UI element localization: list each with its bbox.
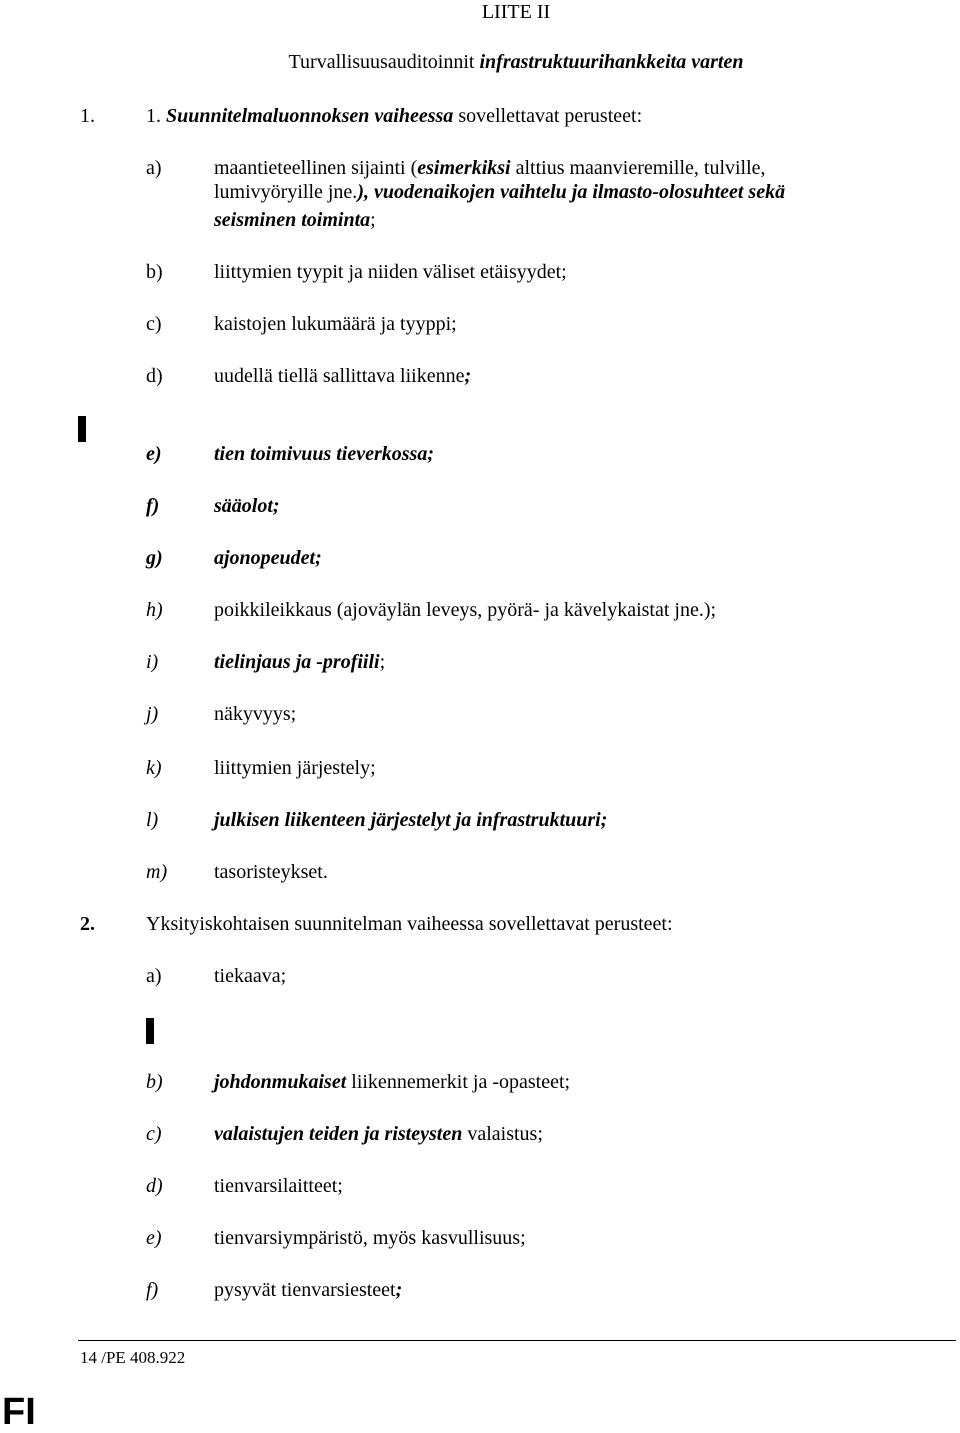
section2-heading: Yksityiskohtaisen suunnitelman vaiheessa sovellettavat perusteet: <box>146 913 673 935</box>
change-bar <box>146 1018 154 1044</box>
text-run-emphasis: ; <box>395 1279 403 1301</box>
item-text: tasoristeykset. <box>214 861 328 883</box>
item-text: liittymien järjestely; <box>214 757 376 779</box>
item-label: b) <box>146 1071 163 1093</box>
item-text: poikkileikkaus (ajoväylän leveys, pyörä- ja kävelykaistat jne.); <box>214 599 717 621</box>
item-label: e) <box>146 1227 162 1249</box>
item-label: l) <box>146 809 159 831</box>
item-label: d) <box>146 365 163 387</box>
title-plain: Turvallisuusauditoinnit <box>288 51 480 73</box>
item-text <box>214 208 376 232</box>
item-text: kaistojen lukumäärä ja tyyppi; <box>214 313 457 335</box>
item-label: e) <box>146 443 162 465</box>
item-label: h) <box>146 599 163 621</box>
item-label: i) <box>146 651 159 673</box>
item-text <box>214 364 471 388</box>
section1-number-inner: 1. <box>146 105 161 127</box>
title-italic: infrastruktuurihankkeita varten <box>479 51 744 73</box>
section1-heading-rest: sovellettavat perusteet: <box>453 105 643 127</box>
text-run-emphasis: valaistujen teiden ja risteysten <box>214 1123 463 1145</box>
item-text: tien toimivuus tieverkossa; <box>214 443 434 465</box>
annex-label: LIITE II <box>481 1 551 23</box>
item-text: tiekaava; <box>214 965 287 987</box>
text-run: alttius maanvieremille, tulville, <box>510 157 766 179</box>
item-label: f) <box>146 495 160 517</box>
section2-number: 2. <box>80 913 95 935</box>
text-run: liikennemerkit ja -opasteet; <box>346 1071 571 1093</box>
text-run-emphasis: johdonmukaiset <box>214 1071 347 1093</box>
item-text: ajonopeudet; <box>214 547 322 569</box>
text-run: lumivyöryille jne. <box>214 181 358 203</box>
text-run: valaistus; <box>462 1123 543 1145</box>
item-text: julkisen liikenteen järjestelyt ja infrastruktuuri; <box>214 809 608 831</box>
text-run-emphasis: tielinjaus ja -profiili <box>214 651 380 673</box>
item-text: näkyvyys; <box>214 703 297 725</box>
item-text <box>214 1122 543 1146</box>
text-run: pysyvät tienvarsiesteet <box>214 1279 396 1301</box>
item-text <box>214 156 766 180</box>
text-run-emphasis: seisminen toiminta <box>214 209 371 231</box>
footer-rule <box>78 1340 956 1341</box>
item-label: k) <box>146 757 162 779</box>
item-label: d) <box>146 1175 163 1197</box>
item-text: liittymien tyypit ja niiden väliset etäisyydet; <box>214 261 567 283</box>
item-text <box>214 180 785 204</box>
section1-number-outer: 1. <box>80 105 95 127</box>
text-run-emphasis: esimerkiksi <box>417 157 511 179</box>
item-label: g) <box>146 547 163 569</box>
text-run: maantieteellinen sijainti ( <box>214 157 418 179</box>
item-text: sääolot; <box>214 495 280 517</box>
item-label: j) <box>146 703 159 725</box>
item-label: b) <box>146 261 163 283</box>
text-run: uudellä tiellä sallittava liikenne <box>214 365 465 387</box>
item-label: m) <box>146 861 168 883</box>
item-text: tienvarsiympäristö, myös kasvullisuus; <box>214 1227 526 1249</box>
item-label: c) <box>146 313 162 335</box>
change-bar <box>78 416 86 442</box>
item-text <box>214 1070 570 1094</box>
item-text <box>214 1278 402 1302</box>
text-run: ; <box>379 651 386 673</box>
page-reference: 14 /PE 408.922 <box>80 1348 186 1367</box>
item-label: a) <box>146 157 162 179</box>
text-run-emphasis: ; <box>464 365 472 387</box>
item-label: a) <box>146 965 162 987</box>
document-title <box>0 50 960 74</box>
item-text <box>214 650 385 674</box>
text-run-emphasis: ), vuodenaikojen vaihtelu ja ilmasto-olosuhteet sekä <box>357 181 786 203</box>
item-label: c) <box>146 1123 162 1145</box>
item-text: tienvarsilaitteet; <box>214 1175 343 1197</box>
item-label: f) <box>146 1279 159 1301</box>
text-run: ; <box>370 209 376 231</box>
language-code: FI <box>2 1391 36 1433</box>
section1-heading-bold: Suunnitelmaluonnoksen vaiheessa <box>166 105 454 127</box>
section1-heading <box>146 104 642 128</box>
